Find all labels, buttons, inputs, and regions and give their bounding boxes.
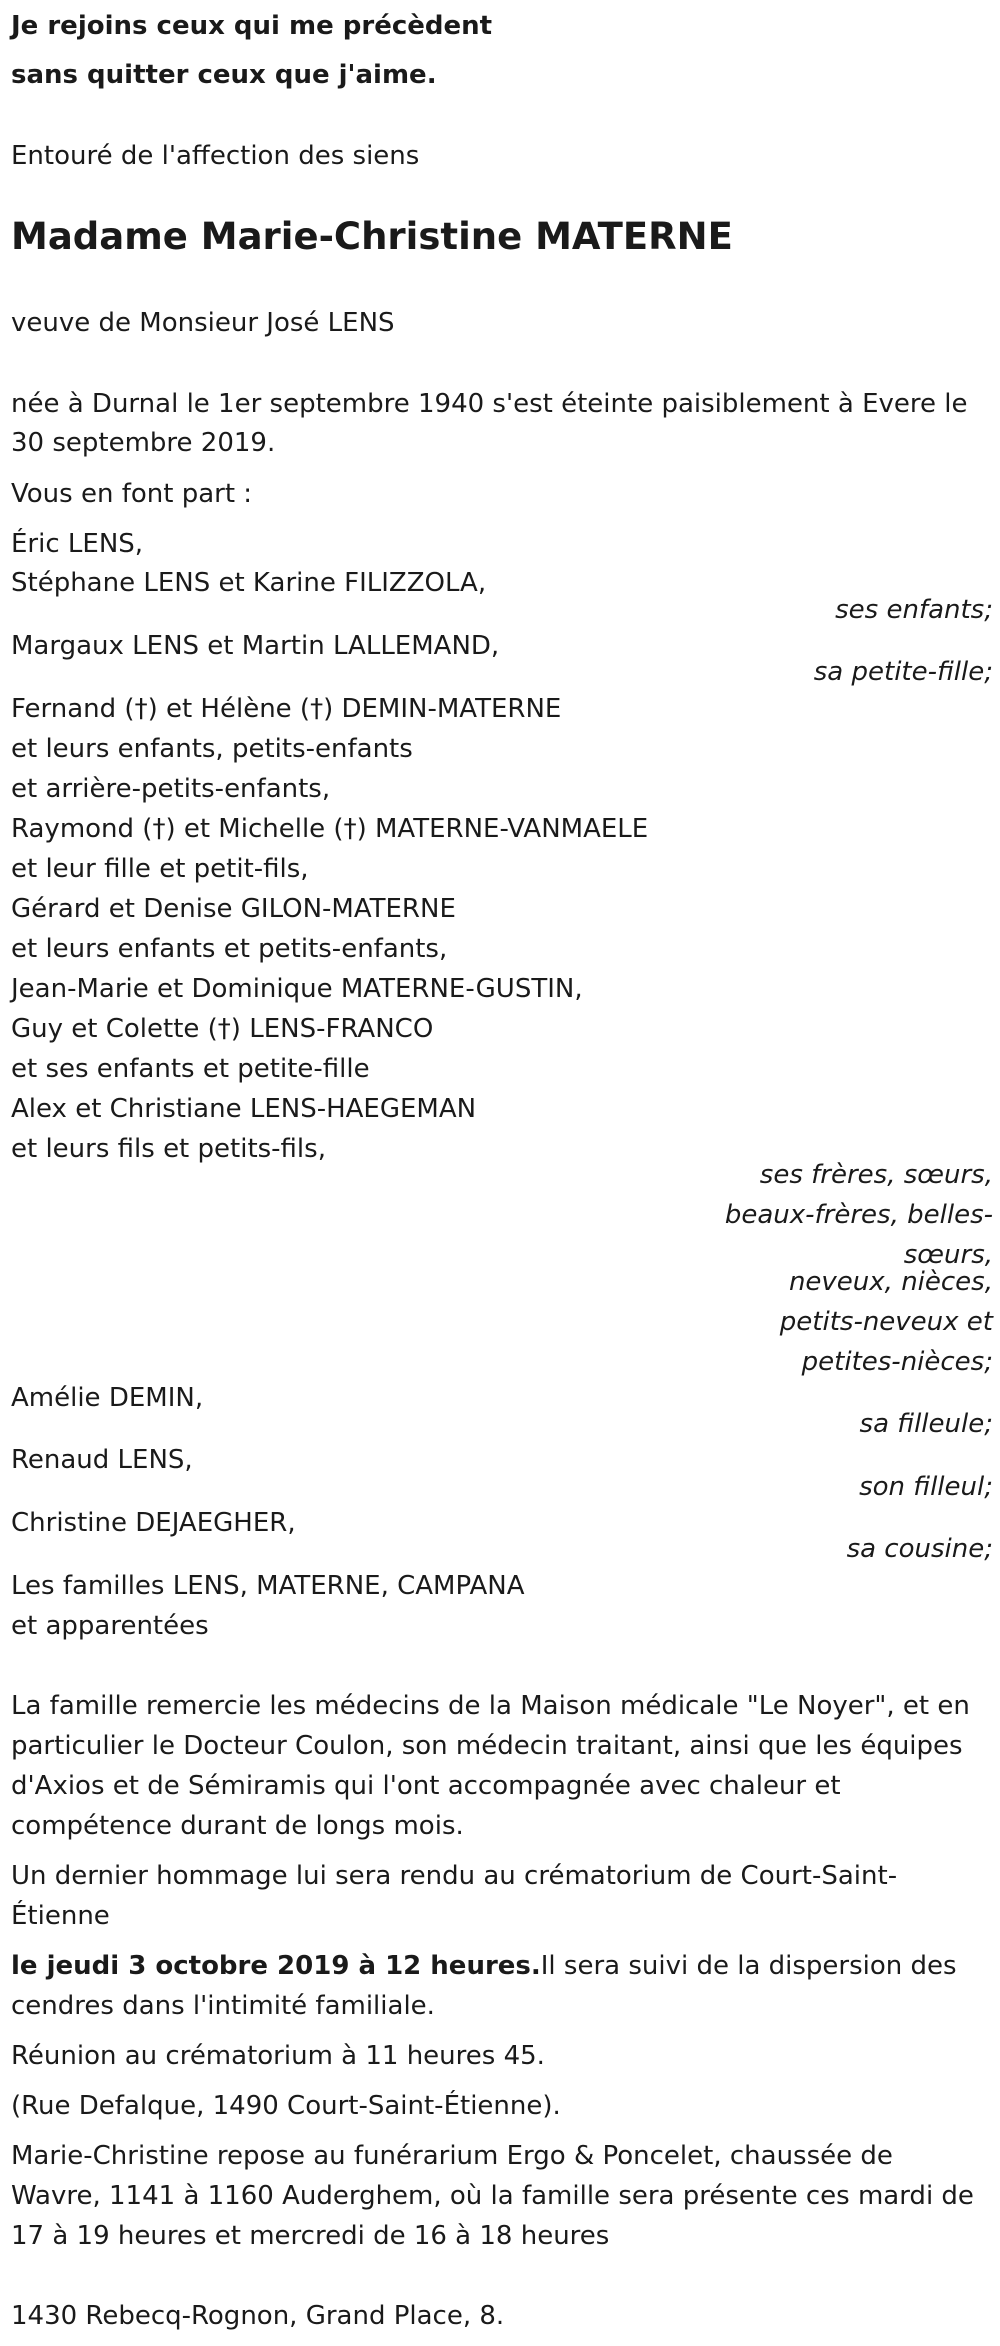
thanks-line-1: La famille remercie les médecins de la Maison médicale "Le Noyer", et en xyxy=(11,1691,970,1721)
siblings-line-11: Alex et Christiane LENS-HAEGEMAN xyxy=(11,1094,477,1124)
families-line-1: Les familles LENS, MATERNE, CAMPANA xyxy=(11,1571,525,1601)
siblings-role-1: ses frères, sœurs, xyxy=(759,1160,993,1190)
siblings-role-3: sœurs, xyxy=(903,1240,993,1270)
siblings-line-1: Fernand (†) et Hélène (†) DEMIN-MATERNE xyxy=(11,694,562,724)
thanks-line-4: compétence durant de longs mois. xyxy=(11,1811,464,1841)
children-line-1: Éric LENS, xyxy=(11,529,144,559)
birth-death-line-2: 30 septembre 2019. xyxy=(11,428,276,458)
deceased-name: Madame Marie-Christine MATERNE xyxy=(11,215,733,258)
goddaughter-name: Amélie DEMIN, xyxy=(11,1383,204,1413)
siblings-line-7: et leurs enfants et petits-enfants, xyxy=(11,934,448,964)
siblings-role-5: petits-neveux et xyxy=(779,1307,993,1337)
goddaughter-role: sa filleule; xyxy=(859,1409,993,1439)
meeting-text: Réunion au crématorium à 11 heures 45. xyxy=(11,2041,545,2071)
children-role: ses enfants; xyxy=(835,595,993,625)
quote-line-1: Je rejoins ceux qui me précèdent xyxy=(11,11,493,41)
home-address: 1430 Rebecq-Rognon, Grand Place, 8. xyxy=(11,2301,505,2331)
birth-death-line-1: née à Durnal le 1er septembre 1940 s'est éteinte paisiblement à Evere le xyxy=(11,389,968,419)
families-line-2: et apparentées xyxy=(11,1611,209,1641)
siblings-line-6: Gérard et Denise GILON-MATERNE xyxy=(11,894,456,924)
thanks-line-3: d'Axios et de Sémiramis qui l'ont accompagnée avec chaleur et xyxy=(11,1771,841,1801)
funerarium-line-2: Wavre, 1141 à 1160 Auderghem, où la famille sera présente ces mardi de xyxy=(11,2181,974,2211)
ceremony-rest: Il sera suivi de la dispersion des xyxy=(540,1951,957,1981)
ceremony-line-2: cendres dans l'intimité familiale. xyxy=(11,1991,435,2021)
siblings-role-6: petites-nièces; xyxy=(801,1347,993,1377)
children-line-2: Stéphane LENS et Karine FILIZZOLA, xyxy=(11,568,487,598)
ceremony-line-1 xyxy=(11,1946,993,1986)
intro-text: Entouré de l'affection des siens xyxy=(11,141,420,171)
siblings-line-12: et leurs fils et petits-fils, xyxy=(11,1134,326,1164)
crematorium-address: (Rue Defalque, 1490 Court-Saint-Étienne). xyxy=(11,2091,561,2121)
siblings-role-4: neveux, nièces, xyxy=(788,1267,993,1297)
cousin-name: Christine DEJAEGHER, xyxy=(11,1508,296,1538)
siblings-line-10: et ses enfants et petite-fille xyxy=(11,1054,370,1084)
tribute-line-1: Un dernier hommage lui sera rendu au crématorium de Court-Saint- xyxy=(11,1861,898,1891)
siblings-role-2: beaux-frères, belles- xyxy=(724,1200,993,1230)
tribute-line-2: Étienne xyxy=(11,1901,110,1931)
grandchild-line: Margaux LENS et Martin LALLEMAND, xyxy=(11,631,500,661)
godson-role: son filleul; xyxy=(859,1472,993,1502)
siblings-line-9: Guy et Colette (†) LENS-FRANCO xyxy=(11,1014,434,1044)
siblings-line-2: et leurs enfants, petits-enfants xyxy=(11,734,413,764)
ceremony-date: le jeudi 3 octobre 2019 à 12 heures. xyxy=(11,1951,541,1981)
siblings-line-5: et leur fille et petit-fils, xyxy=(11,854,309,884)
siblings-line-4: Raymond (†) et Michelle (†) MATERNE-VANMAELE xyxy=(11,814,649,844)
widow-of: veuve de Monsieur José LENS xyxy=(11,308,395,338)
grandchild-role: sa petite-fille; xyxy=(813,657,993,687)
godson-name: Renaud LENS, xyxy=(11,1445,193,1475)
funerarium-line-3: 17 à 19 heures et mercredi de 16 à 18 heures xyxy=(11,2221,610,2251)
thanks-line-2: particulier le Docteur Coulon, son médecin traitant, ainsi que les équipes xyxy=(11,1731,963,1761)
announce-text: Vous en font part : xyxy=(11,479,253,509)
siblings-line-8: Jean-Marie et Dominique MATERNE-GUSTIN, xyxy=(11,974,583,1004)
siblings-line-3: et arrière-petits-enfants, xyxy=(11,774,331,804)
quote-line-2: sans quitter ceux que j'aime. xyxy=(11,60,437,90)
cousin-role: sa cousine; xyxy=(846,1534,993,1564)
funerarium-line-1: Marie-Christine repose au funérarium Ergo & Poncelet, chaussée de xyxy=(11,2141,893,2171)
